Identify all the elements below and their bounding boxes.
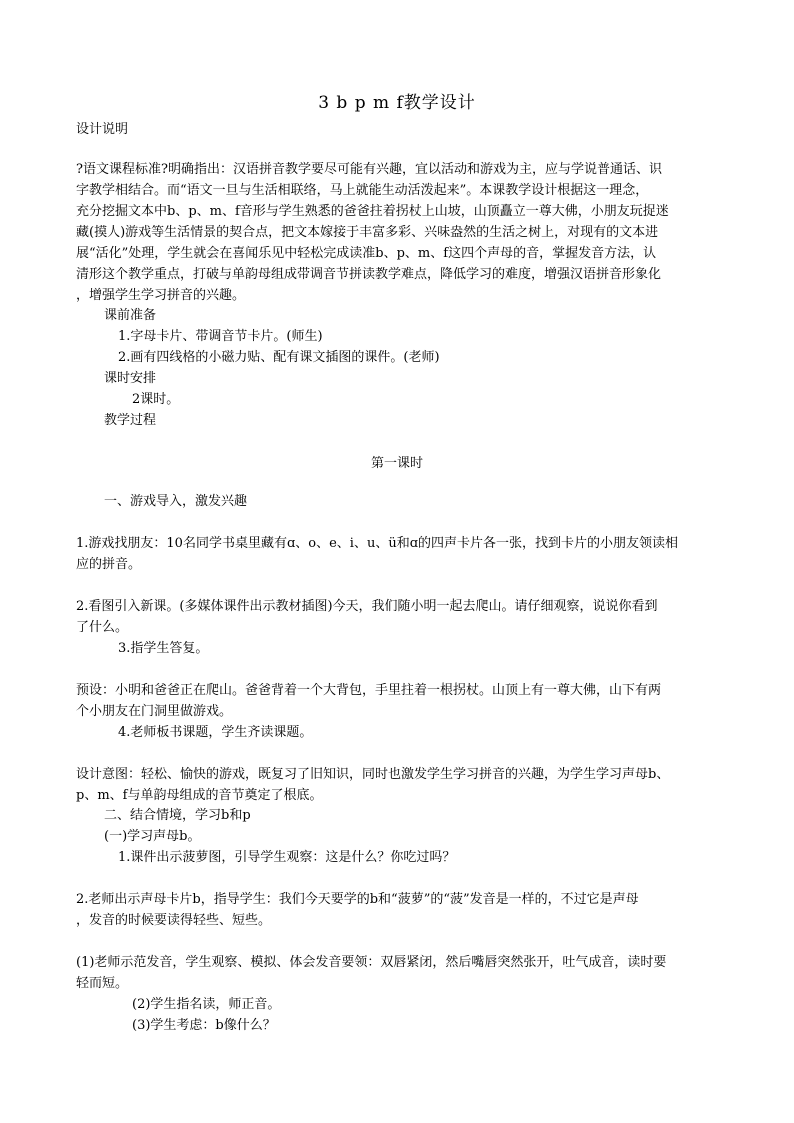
prep-item: 2.画有四线格的小磁力贴、配有课文插图的课件。(老师) xyxy=(118,350,440,365)
s1-item3: 3.指学生答复。 xyxy=(118,641,209,656)
document-title: 3 b p m f教学设计 xyxy=(318,93,476,113)
section-two-heading: 二、结合情境，学习b和p xyxy=(104,808,251,823)
intro-line: 清形这个教学重点，打破与单韵母组成带调音节拼读教学难点，降低学习的难度，增强汉语拼音形象化 xyxy=(76,267,662,282)
intro-line: 充分挖掘文本中b、p、m、f音形与学生熟悉的爸爸拄着拐杖上山坡，山顶矗立一尊大佛，小朋友玩捉迷 xyxy=(76,204,669,219)
s2-sub3: (3)学生考虑：b像什么？ xyxy=(132,1018,276,1033)
s2-item1: 1.课件出示菠萝图，引导学生观察：这是什么？你吃过吗？ xyxy=(118,850,456,865)
schedule-heading: 课时安排 xyxy=(104,371,157,386)
s1-item1-line: 1.游戏找朋友：10名同学书桌里藏有ɑ、o、e、i、u、ü和ɑ的四声卡片各一张，找到卡片的小朋友领读相 xyxy=(76,536,679,551)
intro-line: 藏(摸人)游戏等生活情景的契合点，把文本嫁接于丰富多彩、兴味盎然的生活之树上，对现有的文本进 xyxy=(76,225,659,240)
s1-item2-line: 2.看图引入新课。(多媒体课件出示教材插图)今天，我们随小明一起去爬山。请仔细观察，说说你看到 xyxy=(76,599,658,614)
schedule-value: 2课时。 xyxy=(132,392,180,407)
preset-line: 个小朋友在门洞里做游戏。 xyxy=(76,704,233,719)
design-note-heading: 设计说明 xyxy=(76,122,129,137)
section-one-heading: 一、游戏导入，激发兴趣 xyxy=(104,494,248,509)
s2-sub2: (2)学生指名读，师正音。 xyxy=(132,997,281,1012)
preset-line: 预设：小明和爸爸正在爬山。爸爸背着一个大背包，手里拄着一根拐杖。山顶上有一尊大佛，山下有两 xyxy=(76,683,662,698)
s2-sub1-line: (1)老师示范发音，学生观察、模拟、体会发音要领：双唇紧闭，然后嘴唇突然张开，吐气成音，读时要 xyxy=(76,955,667,970)
s1-item4: 4.老师板书课题，学生齐读课题。 xyxy=(118,725,313,740)
intro-line: ?语文课程标准?明确指出：汉语拼音教学要尽可能有兴趣，宜以活动和游戏为主，应与学说普通话、识 xyxy=(76,162,662,177)
s2-item2-line: ，发音的时候要读得轻些、短些。 xyxy=(76,913,272,928)
intro-line: 字教学相结合。而“语文一旦与生活相联络，马上就能生动活泼起来”。本课教学设计根据这一理念， xyxy=(76,183,649,198)
s1-item2-line: 了什么。 xyxy=(76,620,129,635)
intro-line: 展“活化”处理，学生就会在喜闻乐见中轻松完成读准b、p、m、f这四个声母的音，掌握发音方法，认 xyxy=(76,246,657,261)
sub-heading-b: (一)学习声母b。 xyxy=(104,829,201,844)
design-intent-line: 设计意图：轻松、愉快的游戏，既复习了旧知识，同时也激发学生学习拼音的兴趣，为学生学习声母b、 xyxy=(76,767,670,782)
prep-heading: 课前准备 xyxy=(104,308,157,323)
design-intent-line: p、m、f与单韵母组成的音节奠定了根底。 xyxy=(76,788,323,803)
prep-item: 1.字母卡片、带调音节卡片。(师生) xyxy=(118,329,323,344)
lesson-one-heading: 第一课时 xyxy=(370,456,423,471)
s2-item2-line: 2.老师出示声母卡片b，指导学生：我们今天要学的b和“菠萝”的“菠”发音是一样的，不过它是声母 xyxy=(76,892,639,907)
s1-item1-line: 应的拼音。 xyxy=(76,557,142,572)
process-heading: 教学过程 xyxy=(104,413,157,428)
intro-line: ，增强学生学习拼音的兴趣。 xyxy=(76,288,246,303)
s2-sub1-line: 轻而短。 xyxy=(76,976,129,991)
